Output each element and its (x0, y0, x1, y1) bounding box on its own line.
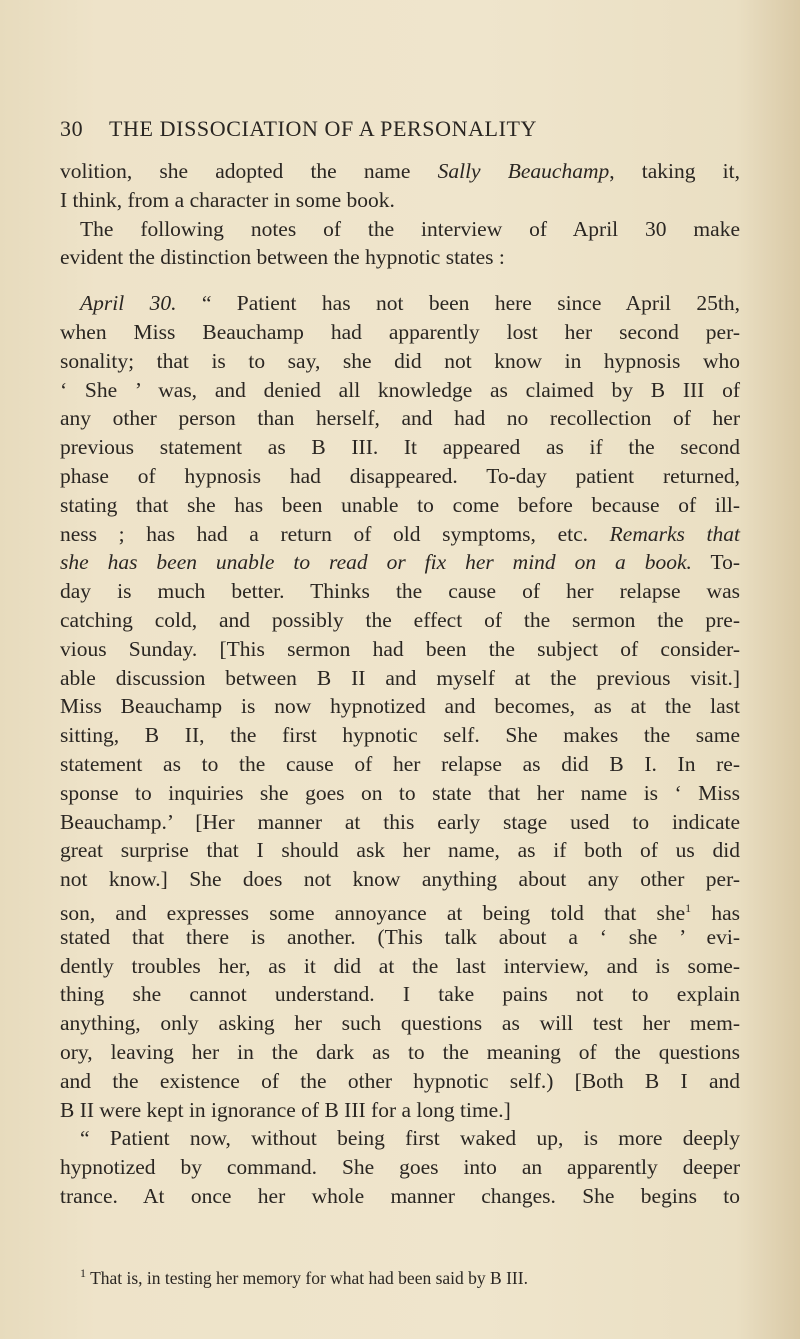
text-line (60, 721, 740, 750)
text-line (60, 1182, 740, 1211)
text-run: dently troubles her, as it did at the last interview, and is some- (60, 953, 740, 978)
text-run: ‘ She ’ was, and denied all knowledge as claimed by B III of (60, 377, 740, 402)
text-run: volition, she adopted the name (60, 159, 438, 183)
text-run: catching cold, and possibly the effect of the sermon the pre- (60, 607, 740, 632)
text-line (60, 491, 740, 520)
text-run: has (691, 901, 740, 926)
text-run: B II were kept in ignorance of B III for a long time.] (60, 1097, 511, 1122)
text-run: day is much better. Thinks the cause of her relapse was (60, 579, 740, 604)
text-run: previous statement as B III. It appeared as if the second (60, 435, 740, 460)
text-run: vious Sunday. [This sermon had been the subject of consider- (60, 636, 740, 661)
text-line (60, 577, 740, 606)
footnote-text: That is, in testing her memory for what had been said by B III. (90, 1267, 528, 1288)
text-line (60, 865, 740, 894)
paragraph (60, 157, 740, 215)
text-line (60, 692, 740, 721)
text-line (60, 952, 740, 981)
text-line (60, 404, 740, 433)
text-run: Beauchamp.’ [Her manner at this early stage used to indicate (60, 809, 740, 834)
text-line (60, 923, 740, 952)
text-run: , taking it, (609, 159, 740, 183)
running-header (60, 116, 740, 146)
paragraph (60, 289, 740, 1124)
text-run: ness ; has had a return of old symptoms, etc. (60, 521, 610, 546)
text-line (60, 215, 740, 244)
text-run: able discussion between B II and myself at the previous visit.] (60, 665, 740, 690)
text-run: and the existence of the other hypnotic self.) [Both B I and (60, 1068, 740, 1093)
text-line (60, 548, 740, 577)
text-run: evident the distinction between the hypnotic states : (60, 245, 505, 270)
text-line (60, 433, 740, 462)
text-line (60, 606, 740, 635)
text-run: anything, only asking her such questions as will test her mem- (60, 1011, 740, 1036)
text-run: trance. At once her whole manner changes. She begins to (60, 1183, 740, 1208)
text-run: Miss Beauchamp is now hypnotized and becomes, as at the last (60, 694, 740, 719)
text-run: great surprise that I should ask her name, as if both of us did (60, 838, 740, 863)
text-line (60, 462, 740, 491)
italic-run: April 30. (80, 291, 177, 316)
paragraph-gap (60, 272, 740, 289)
text-line (60, 894, 740, 926)
text-run: any other person than herself, and had no recollection of her (60, 406, 740, 431)
text-line (60, 1009, 740, 1038)
text-line (60, 779, 740, 808)
text-line (60, 347, 740, 376)
text-run: not know.] She does not know anything about any other per- (60, 867, 740, 892)
text-line (60, 157, 740, 186)
text-line (60, 1096, 740, 1125)
text-line (60, 980, 740, 1009)
text-line (60, 243, 740, 272)
text-line (60, 664, 740, 693)
footnote (80, 1266, 740, 1289)
text-run: To- (691, 550, 740, 575)
text-run: stated that there is another. (This talk about a ‘ she ’ evi- (60, 924, 740, 949)
text-run: when Miss Beauchamp had apparently lost her second per- (60, 319, 740, 344)
text-line (60, 1067, 740, 1096)
text-line (60, 520, 740, 549)
paragraph (60, 1124, 740, 1210)
text-line (60, 318, 740, 347)
running-title: THE DISSOCIATION OF A PERSONALITY (109, 116, 538, 141)
italic-run: Sally Beauchamp (437, 159, 610, 183)
text-run: thing she cannot understand. I take pains not to explain (60, 982, 740, 1007)
text-run: son, and expresses some annoyance at being told that she (60, 901, 686, 926)
text-line (60, 836, 740, 865)
text-line (60, 750, 740, 779)
text-run: “ Patient now, without being first waked up, is more deeply (80, 1126, 740, 1151)
text-line (60, 1153, 740, 1182)
text-line (60, 186, 740, 215)
body-text (60, 157, 740, 1211)
text-line (60, 376, 740, 405)
text-line (60, 289, 740, 318)
text-run: phase of hypnosis had disappeared. To-day patient returned, (60, 463, 740, 488)
italic-run: she has been unable to read or fix her mind on a book. (60, 550, 692, 575)
text-run: statement as to the cause of her relapse as did B I. In re- (60, 751, 740, 776)
text-line (60, 808, 740, 837)
paragraph (60, 215, 740, 273)
text-line (60, 635, 740, 664)
text-run: sonality; that is to say, she did not know in hypnosis who (60, 348, 740, 373)
text-run: sponse to inquiries she goes on to state that her name is ‘ Miss (60, 780, 740, 805)
text-run: stating that she has been unable to come before because of ill- (60, 492, 740, 517)
text-line (60, 1038, 740, 1067)
text-run: ory, leaving her in the dark as to the meaning of the questions (60, 1039, 740, 1064)
text-run: The following notes of the interview of April 30 make (80, 216, 740, 241)
text-run: hypnotized by command. She goes into an apparently deeper (60, 1155, 740, 1180)
text-line (60, 1124, 740, 1153)
text-run: I think, from a character in some book. (60, 187, 395, 212)
page-number: 30 (60, 116, 84, 141)
text-run: sitting, B II, the first hypnotic self. She makes the same (60, 723, 740, 748)
footnote-marker: 1 (80, 1266, 86, 1280)
footnote-ref: 1 (685, 900, 692, 915)
text-run: “ Patient has not been here since April 25th, (176, 291, 740, 316)
italic-run: Remarks that (609, 521, 740, 546)
